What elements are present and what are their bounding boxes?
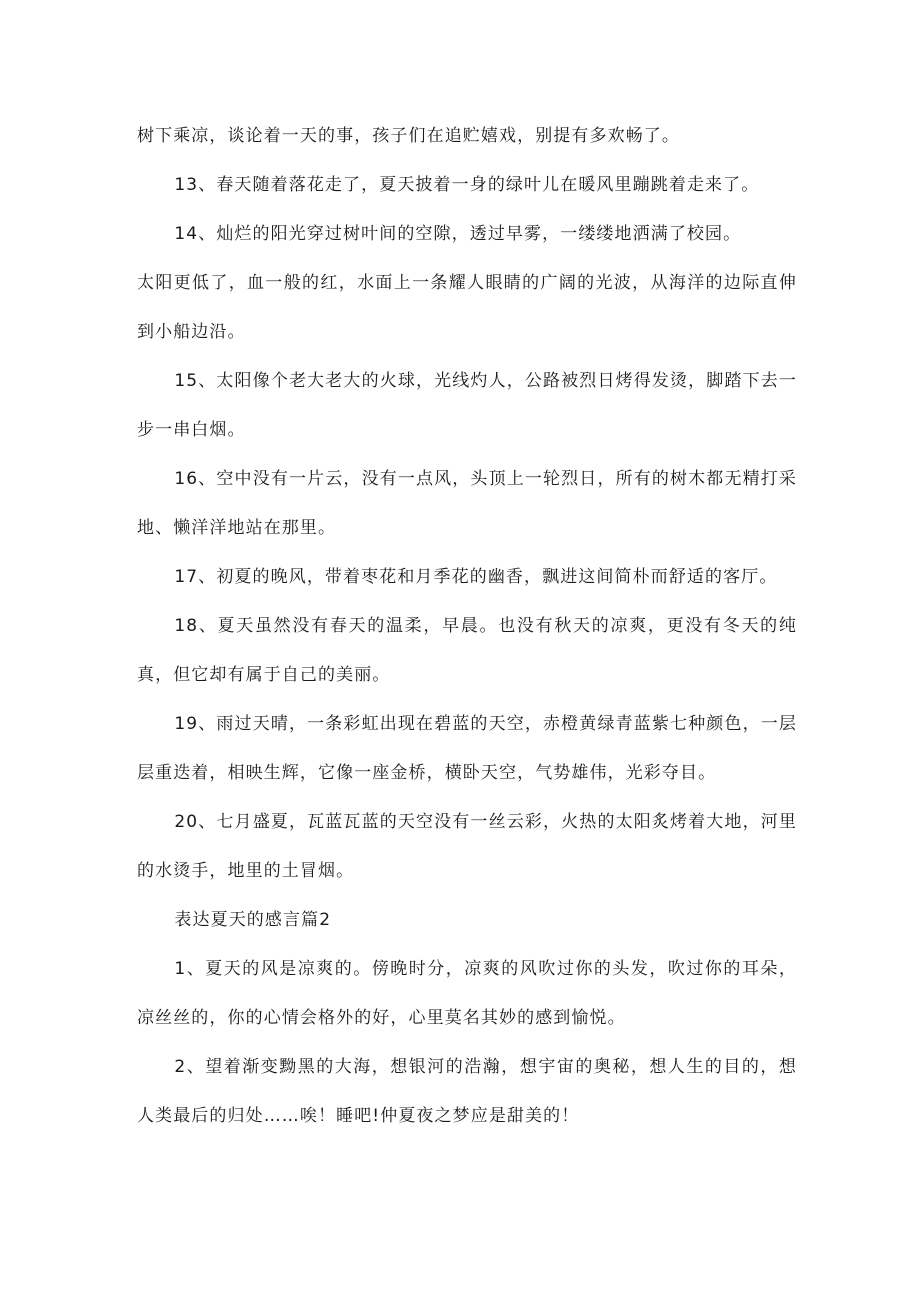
paragraph-18: 18、夏天虽然没有春天的温柔，早晨。也没有秋天的凉爽，更没有冬天的纯真，但它却有属于自己的美丽。 xyxy=(137,616,797,685)
paragraph-14-continued: 太阳更低了，血一般的红，水面上一条耀人眼睛的广阔的光波，从海洋的边际直伸到小船边沿。 xyxy=(137,273,797,342)
paragraph-15: 15、太阳像个老大老大的火球，光线灼人，公路被烈日烤得发烫，脚踏下去一步一串白烟。 xyxy=(137,371,797,440)
paragraph-17: 17、初夏的晚风，带着枣花和月季花的幽香，飘进这间简朴而舒适的客厅。 xyxy=(174,567,778,587)
section-paragraph-1: 1、夏天的风是凉爽的。傍晚时分，凉爽的风吹过你的头发，吹过你的耳朵，凉丝丝的，你的心情会格外的好，心里莫名其妙的感到愉悦。 xyxy=(137,959,797,1028)
document-body xyxy=(137,112,797,1141)
paragraph-20: 20、七月盛夏，瓦蓝瓦蓝的天空没有一丝云彩，火热的太阳炙烤着大地，河里的水烫手，地里的土冒烟。 xyxy=(137,812,797,881)
paragraph-13: 13、春天随着落花走了，夏天披着一身的绿叶儿在暖风里蹦跳着走来了。 xyxy=(174,175,760,195)
paragraph-19: 19、雨过天晴，一条彩虹出现在碧蓝的天空，赤橙黄绿青蓝紫七种颜色，一层层重迭着，相映生辉，它像一座金桥，横卧天空，气势雄伟，光彩夺目。 xyxy=(137,714,797,783)
paragraph-continuation: 树下乘凉，谈论着一天的事，孩子们在追贮嬉戏，别提有多欢畅了。 xyxy=(137,126,680,146)
section-heading: 表达夏天的感言篇2 xyxy=(174,910,332,930)
section-paragraph-2: 2、望着渐变黝黑的大海，想银河的浩瀚，想宇宙的奥秘，想人生的目的，想人类最后的归处……唉！睡吧!仲夏夜之梦应是甜美的！ xyxy=(137,1057,797,1126)
paragraph-16: 16、空中没有一片云，没有一点风，头顶上一轮烈日，所有的树木都无精打采地、懒洋洋地站在那里。 xyxy=(137,469,797,538)
paragraph-14: 14、灿烂的阳光穿过树叶间的空隙，透过早雾，一缕缕地洒满了校园。 xyxy=(174,224,742,244)
